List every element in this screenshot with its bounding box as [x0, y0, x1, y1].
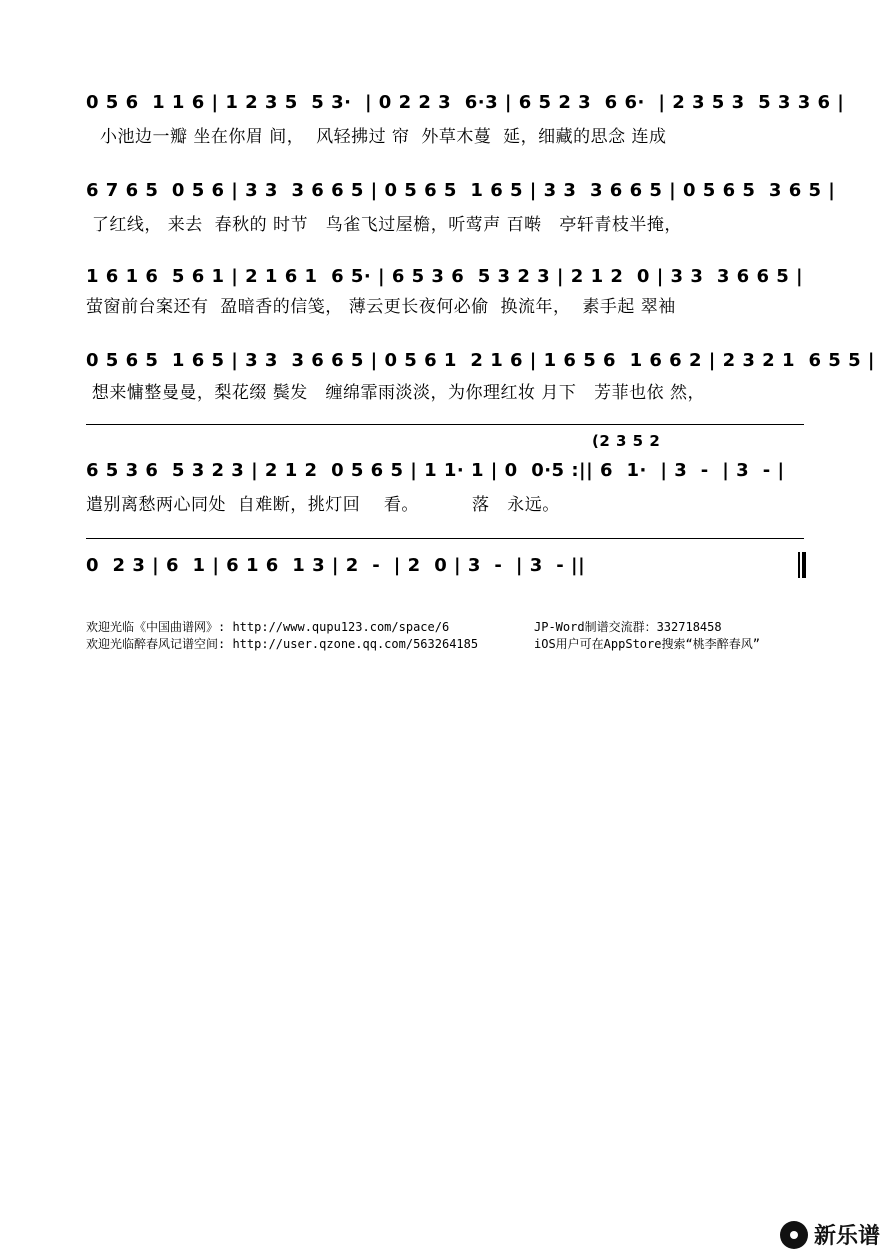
footer-ios-note: iOS用户可在AppStore搜索“桃李醉春风” [534, 637, 760, 651]
footer-link-qupu[interactable]: 欢迎光临《中国曲谱网》: http://www.qupu123.com/space/6 [86, 620, 450, 634]
lyrics-line-4: 想来慵整曼曼，梨花缀 鬓发 缠绵霏雨淡淡，为你理红妆 月下 芳菲也依 然， [86, 383, 706, 403]
notes-line-5: 6 5 3 6 5 3 2 3 | 2 1 2 0 5 6 5 | 1 1· 1 | 0 0·5 :|| 6 1· | 3 - | 3 - | [86, 460, 785, 481]
lyrics-line-1: 小池边一瓣 坐在你眉 间， 风轻拂过 帘 外草木蔓 延，细藏的思念 连成 [100, 127, 667, 147]
footer-qq-group: JP-Word制谱交流群：332718458 [534, 620, 722, 634]
lyrics-line-2: 了红线， 来去 春秋的 时节 鸟雀飞过屋檐，听莺声 百啭 亭轩青枝半掩， [86, 215, 682, 235]
final-barline-thick [802, 552, 806, 578]
volta-line [86, 424, 804, 425]
notes-line-1: 0 5 6 1 1 6 | 1 2 3 5 5 3· | 0 2 2 3 6·3 | 6 5 2 3 6 6· | 2 3 5 3 5 3 3 6 | [86, 92, 845, 113]
footer-link-qzone[interactable]: 欢迎光临醉春风记谱空间: http://user.qzone.qq.com/563264185 [86, 637, 479, 651]
notes-line-3: 1 6 1 6 5 6 1 | 2 1 6 1 6 5· | 6 5 3 6 5 3 2 3 | 2 1 2 0 | 3 3 3 6 6 5 | [86, 266, 804, 287]
lyrics-line-5: 遣别离愁两心同处 自难断，挑灯回 看。 落 永远。 [86, 495, 560, 515]
brand-logo [780, 1219, 880, 1250]
ending-line [86, 538, 804, 539]
record-disc-icon [780, 1221, 808, 1249]
final-barline-thin [798, 552, 800, 578]
lyrics-line-3: 萤窗前台案还有 盈暗香的信笺， 薄云更长夜何必偷 换流年， 素手起 翠袖 [86, 297, 676, 317]
volta-notes: (2 3 5 2 [592, 432, 661, 450]
notes-line-2: 6 7 6 5 0 5 6 | 3 3 3 6 6 5 | 0 5 6 5 1 6 5 | 3 3 3 6 6 5 | 0 5 6 5 3 6 5 | [86, 180, 836, 201]
brand-logo-text: 新乐谱 [813, 1224, 880, 1249]
notes-line-6: 0 2 3 | 6 1 | 6 1 6 1 3 | 2 - | 2 0 | 3 - | 3 - || [86, 555, 586, 576]
notes-line-4: 0 5 6 5 1 6 5 | 3 3 3 6 6 5 | 0 5 6 1 2 1 6 | 1 6 5 6 1 6 6 2 | 2 3 2 1 6 5 5 | [86, 350, 875, 371]
